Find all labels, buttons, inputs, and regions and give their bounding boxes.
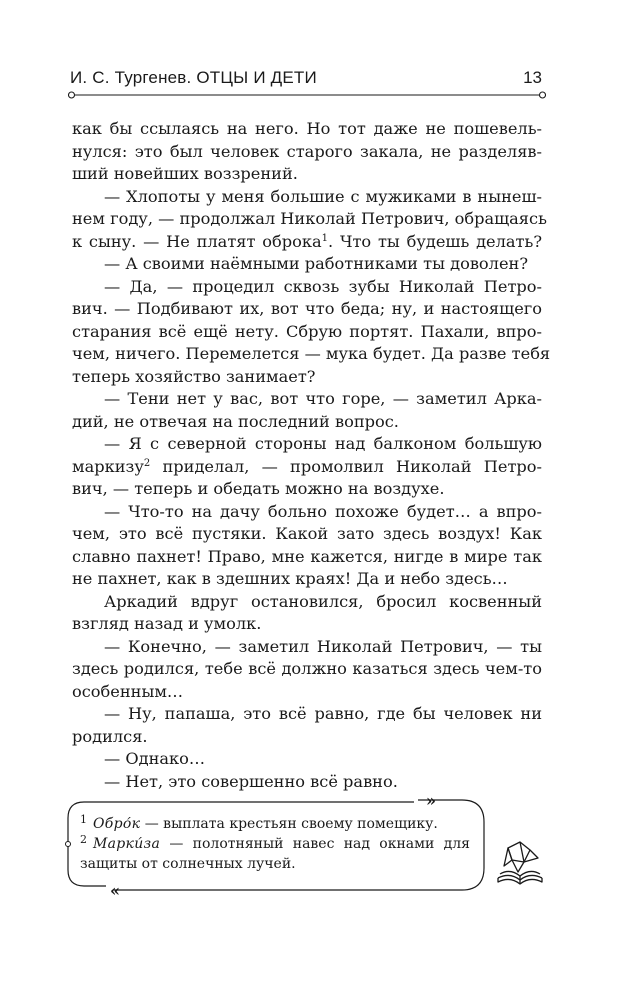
header-rule <box>68 90 546 100</box>
text-line: — Да, — процедил сквозь зубы Николай Петро- <box>104 276 542 296</box>
text-line <box>72 231 542 254</box>
text-line: — Нет, это совершенно всё равно. <box>104 771 398 791</box>
text-line: дий, не отвечая на последний вопрос. <box>72 411 399 431</box>
text-line: — Конечно, — заметил Николай Петрович, — ты <box>104 636 542 656</box>
text-line: Аркадий вдруг остановился, бросил косвенный <box>104 591 542 611</box>
running-header <box>68 60 546 96</box>
text-line: нулся: это был человек старого закала, не разделяв- <box>72 141 542 161</box>
text-line: — Ну, папаша, это всё равно, где бы человек ни <box>104 704 542 723</box>
text-line: чем, ничего. Перемелется — мука будет. Да разве тебя <box>72 344 551 363</box>
text-line: ший новейших воззрений. <box>72 164 298 183</box>
text-line: не пахнет, как в здешних краях! Да и небо здесь… <box>72 569 508 588</box>
text-line: взгляд назад и умолк. <box>72 614 262 633</box>
text-line: вич, — теперь и обедать можно на воздухе. <box>72 479 445 498</box>
main-text <box>72 118 551 793</box>
text-line: — А своими наёмными работниками ты доволен? <box>104 254 529 273</box>
footnote-number: 1 <box>80 813 87 826</box>
text-line: — Что-то на дачу больно похоже будет… а впро- <box>104 501 542 521</box>
text-fragment: . Что ты будешь делать? <box>328 231 542 251</box>
text-line: старания всё ещё нету. Сбрую портят. Пахали, впро- <box>72 321 542 341</box>
text-line: — Тени нет у вас, вот что горе, — заметил Арка- <box>104 389 542 408</box>
footnotes <box>80 814 470 874</box>
text-line: нем году, — продолжал Николай Петрович, обращаясь <box>72 209 547 228</box>
footnote-2-continuation: защиты от солнечных лучей. <box>80 856 296 872</box>
footnote-text: — выплата крестьян своему помещику. <box>140 816 438 832</box>
text-line: теперь хозяйство занимает? <box>72 366 316 386</box>
footnote-box <box>62 792 492 896</box>
footnote-term: Обро́к <box>93 816 141 832</box>
text-line: — Хлопоты у меня большие с мужиками в нынеш- <box>104 186 542 206</box>
text-line: особенным… <box>72 681 184 701</box>
footnote-text: — полотняный навес над окнами для <box>160 836 470 852</box>
text-line: славно пахнет! Право, мне кажется, нигде в мире так <box>72 546 542 566</box>
footnote-number: 2 <box>80 833 87 846</box>
footnote-ref-2: 2 <box>143 457 151 469</box>
text-line: чем, это всё пустяки. Какой зато здесь воздух! Как <box>72 524 542 543</box>
text-fragment: приделал, — промолвил Николай Петро- <box>150 456 542 476</box>
footnote-term: Марки́за <box>93 836 161 852</box>
text-fragment: маркизу <box>72 456 144 476</box>
text-line: как бы ссылаясь на него. Но тот даже не пошевель- <box>72 119 542 138</box>
box-quote-open: » <box>426 792 436 810</box>
text-line: здесь родился, тебе всё должно казаться здесь чем-то <box>72 659 542 678</box>
text-line: вич. — Подбивают их, вот что беда; ну, и настоящего <box>72 299 542 318</box>
text-line <box>72 456 542 479</box>
text-fragment: к сыну. — Не платят оброка <box>72 231 322 251</box>
page-number: 13 <box>523 68 542 87</box>
footnote-2 <box>80 834 470 854</box>
footnote-ref-1: 1 <box>321 232 328 244</box>
text-line: — Однако… <box>104 749 206 768</box>
footnote-1 <box>80 814 470 834</box>
box-quote-close: « <box>110 881 120 896</box>
text-line: родился. <box>72 726 148 746</box>
origami-book-icon <box>494 838 546 888</box>
text-line: — Я с северной стороны над балконом большую <box>104 434 542 453</box>
running-title: И. С. Тургенев. ОТЦЫ И ДЕТИ <box>70 68 317 87</box>
